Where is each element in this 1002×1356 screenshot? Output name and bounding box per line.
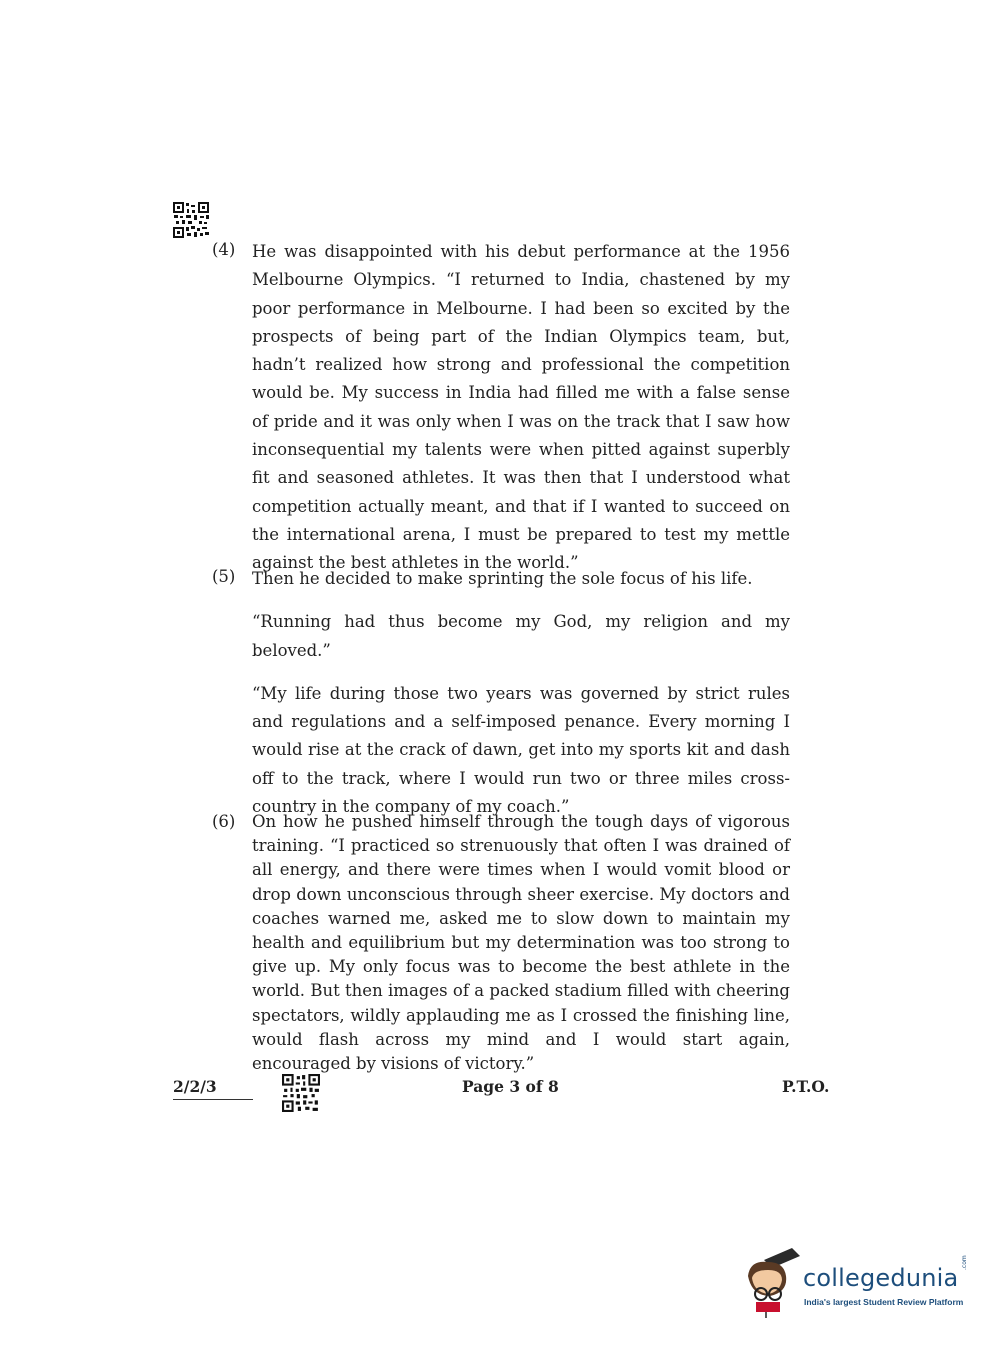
paragraph-6: [212, 810, 790, 1076]
paragraph-4: [212, 238, 790, 578]
paragraph-text: [252, 810, 790, 1076]
qr-code-icon: [282, 1074, 320, 1112]
paragraph-number: (6): [212, 812, 236, 831]
paragraph-body: “My life during those two years was governed by strict rules and regulations and a self-imposed penance. Every morning I would rise at the crack of dawn, get into my sports kit and dash off to the track, where I would run two or three miles cross-country in the company of my coach.”: [252, 683, 790, 817]
brand-tagline: India's largest Student Review Platform: [804, 1297, 964, 1307]
paragraph-5: [212, 565, 790, 821]
paragraph-text: [252, 565, 790, 821]
paragraph-body: On how he pushed himself through the tough days of vigorous training. “I practiced so strenuously that often I was drained of all energy, and there were times when I would vomit blood or drop down unconscious through sheer exercise. My doctors and coaches warned me, asked me to slow down to maintain my health and equilibrium but my determination was too strong to give up. My only focus was to become the best athlete in the world. But then images of a packed stadium filled with cheering spectators, wildly applauding me as I crossed the finishing line, would flash across my mind and I would start again, encouraged by visions of victory.”: [252, 812, 790, 1074]
collegedunia-logo: [742, 1248, 972, 1318]
brand-domain: .com: [961, 1255, 968, 1270]
paragraph-text: [252, 238, 790, 578]
paragraph-number: (5): [212, 567, 236, 586]
paragraph-body: Then he decided to make sprinting the sole focus of his life.: [252, 569, 753, 588]
paragraph-number: (4): [212, 240, 236, 259]
exam-code: 2/2/3: [173, 1077, 217, 1096]
pto-label: P.T.O.: [782, 1077, 830, 1096]
paragraph-body: “Running had thus become my God, my religion and my beloved.”: [252, 612, 790, 660]
qr-code-icon: [173, 202, 209, 238]
brand-name: collegedunia: [803, 1264, 959, 1292]
collegedunia-mascot-icon: [742, 1248, 802, 1318]
paragraph-body: He was disappointed with his debut performance at the 1956 Melbourne Olympics. “I returned to India, chastened by my poor performance in Melbourne. I had been so excited by the prospects of being part of the Indian Olympics team, but, hadn’t realized how strong and professional the competition would be. My success in India had filled me with a false sense of pride and it was only when I was on the track that I saw how inconsequential my talents were when pitted against superbly fit and seasoned athletes. It was then that I understood what competition actually meant, and that if I wanted to succeed on the international arena, I must be prepared to test my mettle against the best athletes in the world.”: [252, 242, 790, 573]
footer-divider: [173, 1099, 253, 1100]
page-number: Page 3 of 8: [462, 1077, 559, 1096]
